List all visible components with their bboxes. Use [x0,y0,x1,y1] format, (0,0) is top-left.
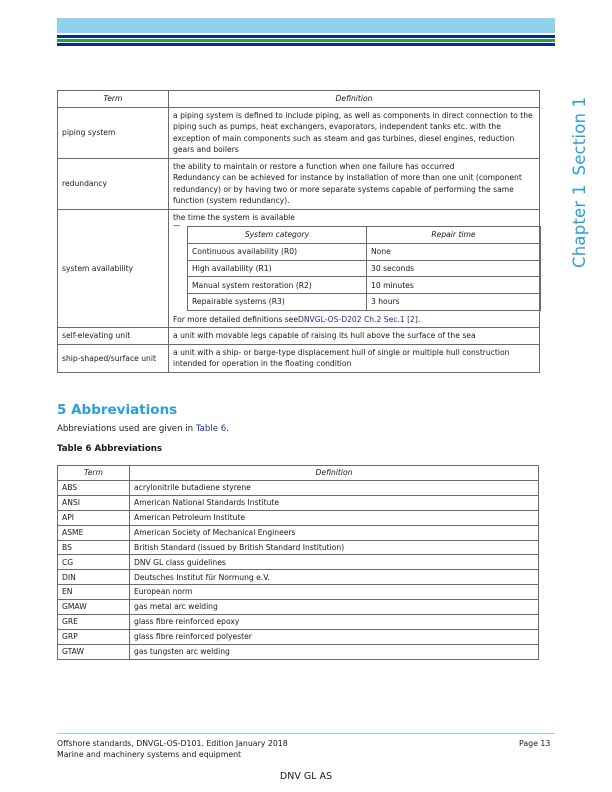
table-row [58,107,540,158]
abbr-term: GTAW [58,644,130,659]
abbr-term: EN [58,585,130,600]
definition-cell: a unit with a ship- or barge-type displacement hull of single or multiple hull construction intended for operation in the floating condition [169,344,540,372]
abbr-definition: glass fibre reinforced polyester [130,629,539,644]
table-row [58,629,539,644]
chapter-label: Chapter 1 [570,184,589,268]
abbr-term: ANSI [58,495,130,510]
table-row [58,209,540,328]
subtable-row [188,277,541,294]
term-cell: piping system [58,107,169,158]
abbreviations-header-row [58,466,539,481]
definition-cell [169,209,540,328]
abbr-definition: American Society of Mechanical Engineers [130,525,539,540]
section-label: Section 1 [570,96,589,176]
page-number: Page 13 [519,739,551,748]
intro-text: Abbreviations used are given in [57,424,196,434]
definition-note [173,314,535,326]
abbr-term: CG [58,555,130,570]
abbr-definition: Deutsches Institut für Normung e.V. [130,570,539,585]
note-prefix: For more detailed definitions see [173,314,299,324]
table-row [58,328,540,345]
section-intro [57,424,229,434]
subtable-row [188,294,541,311]
abbr-term: ABS [58,481,130,496]
term-cell: redundancy [58,158,169,209]
table-row [58,570,539,585]
header-term: Term [58,91,169,108]
term-cell: self-elevating unit [58,328,169,345]
header-band-light [57,18,555,33]
dash-mark: — [173,221,181,230]
table-row [58,600,539,615]
footer-divider [57,733,555,734]
table-row [58,585,539,600]
abbr-term: GRE [58,615,130,630]
table-row [58,540,539,555]
abbr-term: DIN [58,570,130,585]
header-definition: Definition [130,466,539,481]
category-cell: Continuous availability (R0) [188,243,367,260]
subtable-row [188,260,541,277]
table-row [58,344,540,372]
header-system-category: System category [188,227,367,244]
subtable-row [188,243,541,260]
definition-cell: a unit with movable legs capable of raising its hull above the surface of the sea [169,328,540,345]
abbr-term: GMAW [58,600,130,615]
repair-time-cell: 3 hours [367,294,541,311]
definition-line: Redundancy can be achieved for instance by installation of more than one unit (component redundancy) or by having two or more separate systems capable of performing the same function (system redundancy). [173,173,522,205]
abbr-definition: British Standard (issued by British Standard Institution) [130,540,539,555]
abbr-term: BS [58,540,130,555]
repair-time-cell: None [367,243,541,260]
footer-document-title: Offshore standards, DNVGL-OS-D101. Edition January 2018 [57,739,288,748]
note-suffix: . [417,314,421,324]
abbr-term: GRP [58,629,130,644]
abbr-definition: American Petroleum Institute [130,510,539,525]
chapter-section-label [570,88,589,268]
abbr-definition: glass fibre reinforced epoxy [130,615,539,630]
definition-cell: a piping system is defined to include piping, as well as components in direct connection to the piping such as pumps, heat exchangers, evaporators, independent tanks etc. with the exception of main components such as steam and gas turbines, diesel engines, reduction gears and boilers [169,107,540,158]
table-row [58,525,539,540]
abbr-definition: gas metal arc welding [130,600,539,615]
header-band-navy [57,35,555,38]
header-repair-time: Repair time [367,227,541,244]
definition-cell [169,158,540,209]
category-cell: Manual system restoration (R2) [188,277,367,294]
definitions-table [57,90,540,373]
category-cell: Repairable systems (R3) [188,294,367,311]
repair-time-cell: 30 seconds [367,260,541,277]
footer-document-subtitle: Marine and machinery systems and equipment [57,750,242,759]
abbr-definition: American National Standards Institute [130,495,539,510]
table-row [58,495,539,510]
section-heading: 5 Abbreviations [57,402,178,418]
abbr-definition: acrylonitrile butadiene styrene [130,481,539,496]
table-row [58,481,539,496]
table-row [58,510,539,525]
header-definition: Definition [169,91,540,108]
abbr-term: ASME [58,525,130,540]
table-row [58,555,539,570]
term-cell: ship-shaped/surface unit [58,344,169,372]
definitions-header-row [58,91,540,108]
category-cell: High availability (R1) [188,260,367,277]
table-caption: Table 6 Abbreviations [57,444,162,454]
table-row [58,644,539,659]
abbreviations-table [57,465,539,660]
table-link[interactable]: Table 6 [195,424,227,434]
header-term: Term [58,466,130,481]
definition-line: the ability to maintain or restore a function when one failure has occurred [173,161,455,171]
reference-link[interactable]: DNVGL-OS-D202 Ch.2 Sec.1 [2] [298,314,418,324]
abbr-term: API [58,510,130,525]
system-category-subtable [187,226,541,311]
abbr-definition: DNV GL class guidelines [130,555,539,570]
abbr-definition: European norm [130,585,539,600]
header-band-green [57,39,555,42]
repair-time-cell: 10 minutes [367,277,541,294]
table-row [58,615,539,630]
header-band-navy-lower [57,43,555,46]
definition-line: the time the system is available [173,212,295,222]
abbr-definition: gas tungsten arc welding [130,644,539,659]
term-cell: system availability [58,209,169,328]
table-row [58,158,540,209]
intro-end: . [226,424,229,434]
subtable-header-row [188,227,541,244]
publisher-name: DNV GL AS [279,771,333,782]
